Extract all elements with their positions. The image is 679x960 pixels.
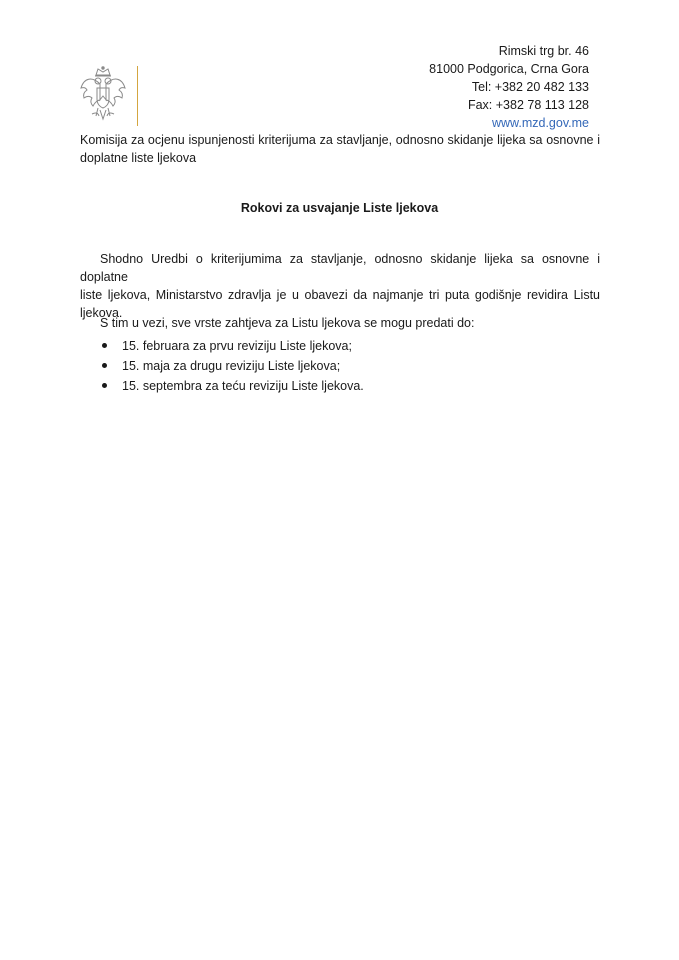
website-link[interactable]: www.mzd.gov.me [491,116,589,130]
ministry-address [429,42,589,132]
document-title: Rokovi za usvajanje Liste ljekova [240,201,439,215]
list-item [80,356,364,376]
committee-name [80,131,600,167]
committee-line-1: Komisija za ocjenu ispunjenosti kriterijuma za stavljanje, odnosno skidanje lijeka sa osnovne i [80,133,600,147]
submission-paragraph: S tim u vezi, sve vrste zahtjeva za Listu ljekova se mogu predati do: [100,316,475,330]
bullet-icon [102,363,107,368]
address-city: 81000 Podgorica, Crna Gora [429,62,589,76]
address-fax: Fax: +382 78 113 128 [467,98,589,112]
bullet-icon [102,383,107,388]
deadline-third-revision: 15. septembra za teću reviziju Liste ljekova. [122,379,364,393]
list-item [80,336,364,356]
header-divider [137,66,138,126]
intro-paragraph [80,250,600,322]
deadline-first-revision: 15. februara za prvu reviziju Liste ljekova; [122,339,352,353]
list-item [80,376,364,396]
address-street: Rimski trg br. 46 [498,44,589,58]
committee-line-2: doplatne liste ljekova [80,151,197,165]
bullet-icon [102,343,107,348]
intro-line-2: liste ljekova, Ministarstvo zdravlja je u obavezi da najmanje tri puta godišnje revidira Listu [80,288,600,302]
address-phone: Tel: +382 20 482 133 [471,80,589,94]
montenegro-coat-of-arms-icon [78,66,128,124]
deadline-second-revision: 15. maja za drugu reviziju Liste ljekova; [122,359,341,373]
intro-line-1: Shodno Uredbi o kriterijumima za stavljanje, odnosno skidanje lijeka sa osnovne i doplatne [80,252,600,284]
deadline-list [80,336,364,396]
intro-line-3: ljekova. [80,306,123,320]
